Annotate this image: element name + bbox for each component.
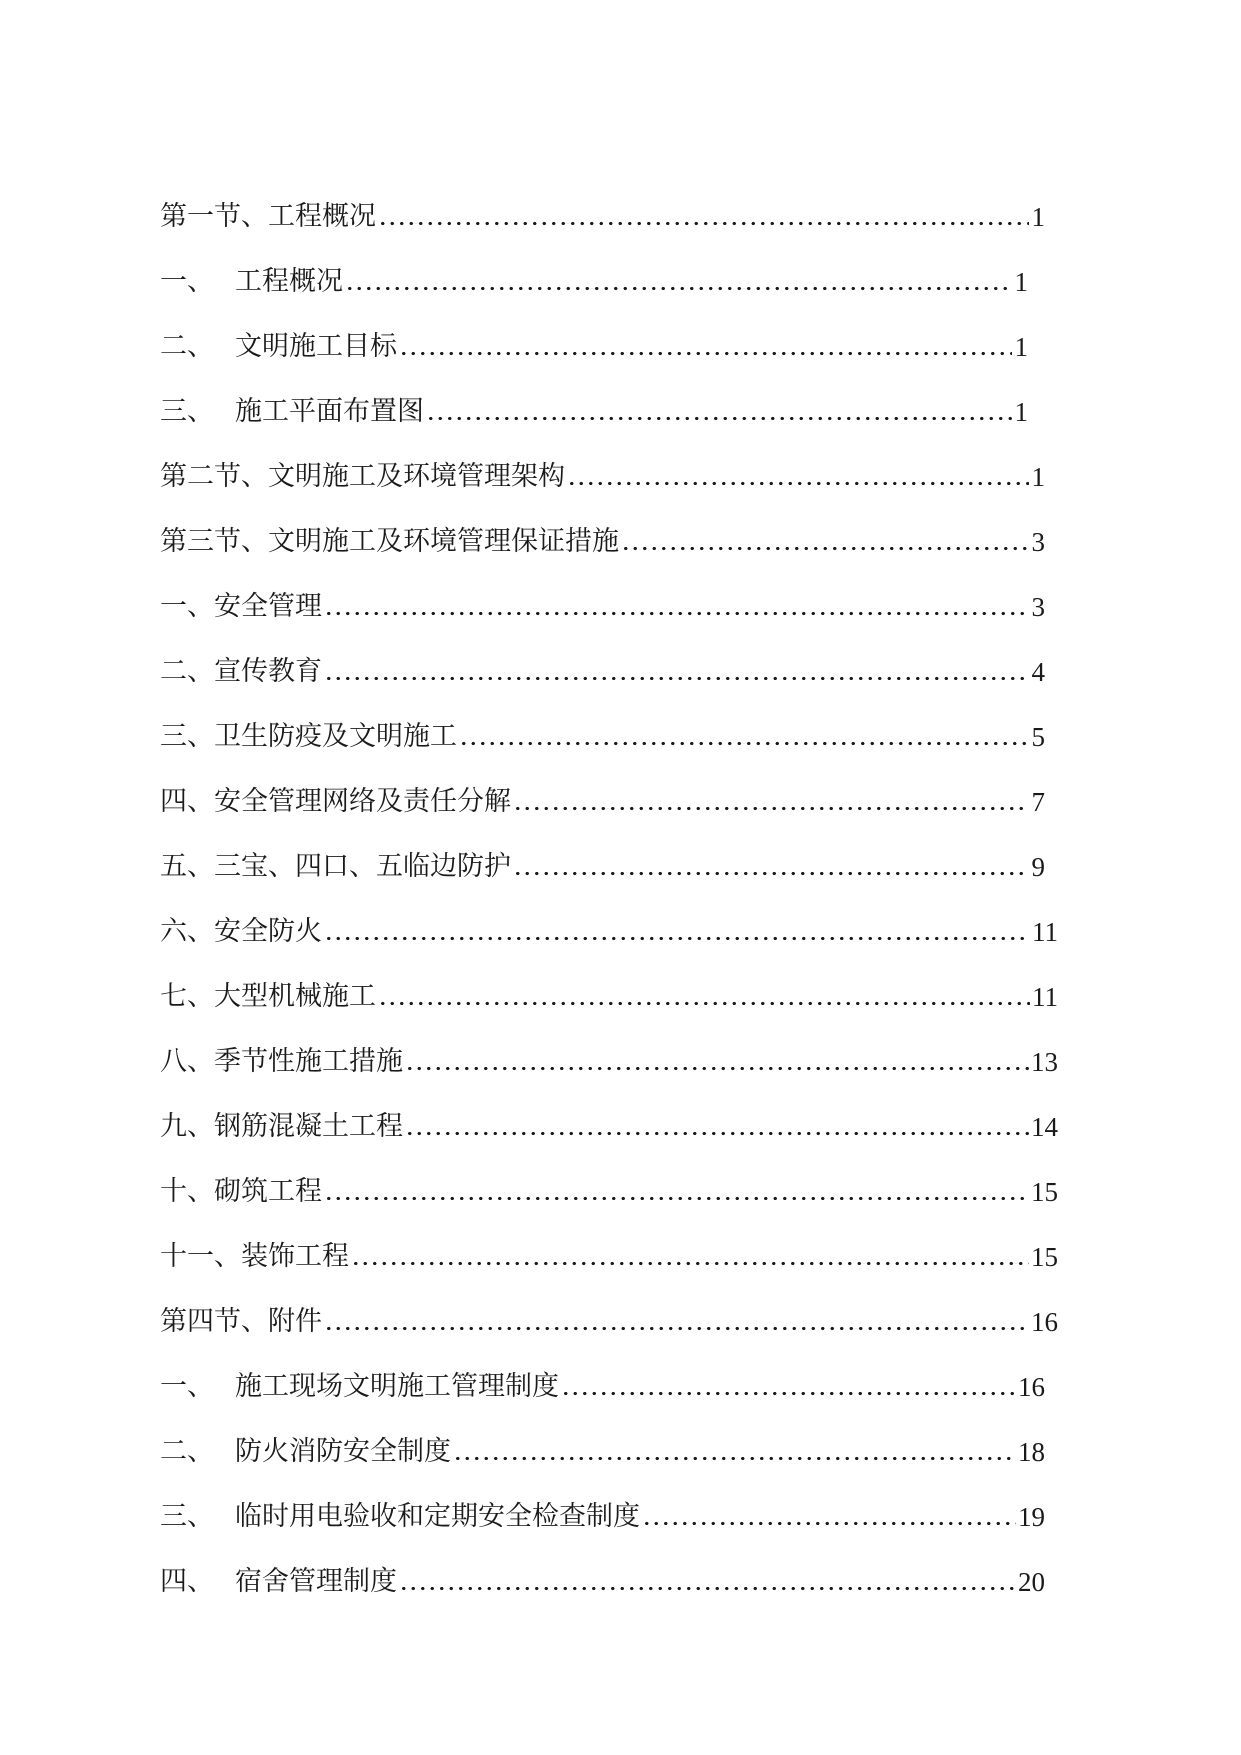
toc-entry[interactable] — [160, 392, 1028, 432]
toc-page-number: 1 — [1014, 267, 1028, 297]
toc-dot-leader — [378, 977, 1030, 1017]
toc-entry-number: 二、 — [160, 331, 214, 362]
toc-page-number: 14 — [1031, 1112, 1058, 1142]
toc-entry[interactable] — [160, 1172, 1058, 1212]
toc-dot-leader — [453, 1432, 1016, 1472]
toc-entry[interactable] — [160, 197, 1045, 237]
toc-dot-leader — [513, 782, 1029, 822]
toc-dot-leader — [405, 1042, 1029, 1082]
toc-page-number: 20 — [1018, 1567, 1045, 1597]
toc-entry-title: 第一节、工程概况 — [160, 201, 376, 232]
toc-dot-leader — [324, 1302, 1029, 1342]
toc-dot-leader — [351, 1237, 1029, 1277]
toc-dot-leader — [561, 1367, 1016, 1407]
toc-entry[interactable] — [160, 1497, 1045, 1537]
toc-entry-title: 十、砌筑工程 — [160, 1176, 322, 1207]
toc-entry-title: 八、季节性施工措施 — [160, 1046, 403, 1077]
toc-page-number: 18 — [1018, 1437, 1045, 1467]
toc-entry-title: 宿舍管理制度 — [235, 1566, 397, 1597]
toc-entry[interactable] — [160, 1432, 1045, 1472]
toc-page-number: 1 — [1014, 332, 1028, 362]
toc-page-number: 1 — [1031, 202, 1045, 232]
toc-entry[interactable] — [160, 782, 1045, 822]
toc-page-number: 15 — [1031, 1177, 1058, 1207]
toc-entry[interactable] — [160, 1042, 1058, 1082]
toc-page-number: 4 — [1031, 657, 1045, 687]
toc-dot-leader — [426, 392, 1012, 432]
toc-page-number: 1 — [1031, 462, 1045, 492]
toc-entry[interactable] — [160, 912, 1058, 952]
toc-page-number: 13 — [1031, 1047, 1058, 1077]
toc-entry-title: 七、大型机械施工 — [160, 981, 376, 1012]
toc-entry[interactable] — [160, 262, 1028, 302]
toc-entry[interactable] — [160, 1562, 1045, 1602]
toc-dot-leader — [459, 717, 1029, 757]
toc-entry[interactable] — [160, 1367, 1045, 1407]
toc-entry-number: 三、 — [160, 1501, 214, 1532]
toc-dot-leader — [642, 1497, 1016, 1537]
toc-page-number: 15 — [1031, 1242, 1058, 1272]
toc-page-number: 3 — [1031, 527, 1045, 557]
toc-page-number: 11 — [1032, 982, 1058, 1012]
toc-entry-title: 六、安全防火 — [160, 916, 322, 947]
toc-dot-leader — [621, 522, 1029, 562]
toc-page-number: 11 — [1032, 917, 1058, 947]
toc-entry-number: 一、 — [160, 266, 214, 297]
toc-entry[interactable] — [160, 522, 1045, 562]
toc-page-number: 19 — [1018, 1502, 1045, 1532]
toc-dot-leader — [378, 197, 1029, 237]
toc-dot-leader — [399, 327, 1012, 367]
toc-entry-title: 施工现场文明施工管理制度 — [235, 1371, 559, 1402]
toc-entry[interactable] — [160, 652, 1045, 692]
toc-entry[interactable] — [160, 1302, 1058, 1342]
toc-entry[interactable] — [160, 847, 1045, 887]
toc-page-number: 7 — [1031, 787, 1045, 817]
toc-page-number: 3 — [1031, 592, 1045, 622]
toc-dot-leader — [324, 1172, 1029, 1212]
toc-entry-title: 十一、装饰工程 — [160, 1241, 349, 1272]
toc-entry[interactable] — [160, 977, 1058, 1017]
toc-page-number: 5 — [1031, 722, 1045, 752]
toc-entry-title: 文明施工目标 — [235, 331, 397, 362]
toc-entry-number: 三、 — [160, 396, 214, 427]
toc-entry-title: 施工平面布置图 — [235, 396, 424, 427]
toc-entry-title: 第三节、文明施工及环境管理保证措施 — [160, 526, 619, 557]
toc-page-number: 1 — [1014, 397, 1028, 427]
toc-entry-title: 第四节、附件 — [160, 1306, 322, 1337]
toc-entry-title: 工程概况 — [235, 266, 343, 297]
toc-entry-title: 四、安全管理网络及责任分解 — [160, 786, 511, 817]
toc-entry[interactable] — [160, 327, 1028, 367]
toc-dot-leader — [567, 457, 1029, 497]
toc-entry[interactable] — [160, 587, 1045, 627]
toc-entry-number: 二、 — [160, 1436, 214, 1467]
toc-entry-title: 防火消防安全制度 — [235, 1436, 451, 1467]
toc-entry[interactable] — [160, 717, 1045, 757]
toc-entry-number: 四、 — [160, 1566, 214, 1597]
toc-entry-title: 第二节、文明施工及环境管理架构 — [160, 461, 565, 492]
toc-entry-number: 一、 — [160, 1371, 214, 1402]
toc-entry-title: 九、钢筋混凝土工程 — [160, 1111, 403, 1142]
toc-entry-title: 一、安全管理 — [160, 591, 322, 622]
toc-entry[interactable] — [160, 1237, 1058, 1277]
toc-entry-title: 三、卫生防疫及文明施工 — [160, 721, 457, 752]
toc-dot-leader — [345, 262, 1012, 302]
toc-entry-title: 五、三宝、四口、五临边防护 — [160, 851, 511, 882]
toc-page-number: 16 — [1018, 1372, 1045, 1402]
toc-dot-leader — [324, 587, 1029, 627]
toc-page-number: 9 — [1031, 852, 1045, 882]
toc-dot-leader — [324, 652, 1029, 692]
toc-dot-leader — [405, 1107, 1029, 1147]
toc-dot-leader — [399, 1562, 1016, 1602]
toc-dot-leader — [324, 912, 1030, 952]
toc-entry[interactable] — [160, 457, 1045, 497]
toc-entry-title: 二、宣传教育 — [160, 656, 322, 687]
toc-entry-title: 临时用电验收和定期安全检查制度 — [235, 1501, 640, 1532]
toc-page-number: 16 — [1031, 1307, 1058, 1337]
toc-entry[interactable] — [160, 1107, 1058, 1147]
toc-dot-leader — [513, 847, 1029, 887]
